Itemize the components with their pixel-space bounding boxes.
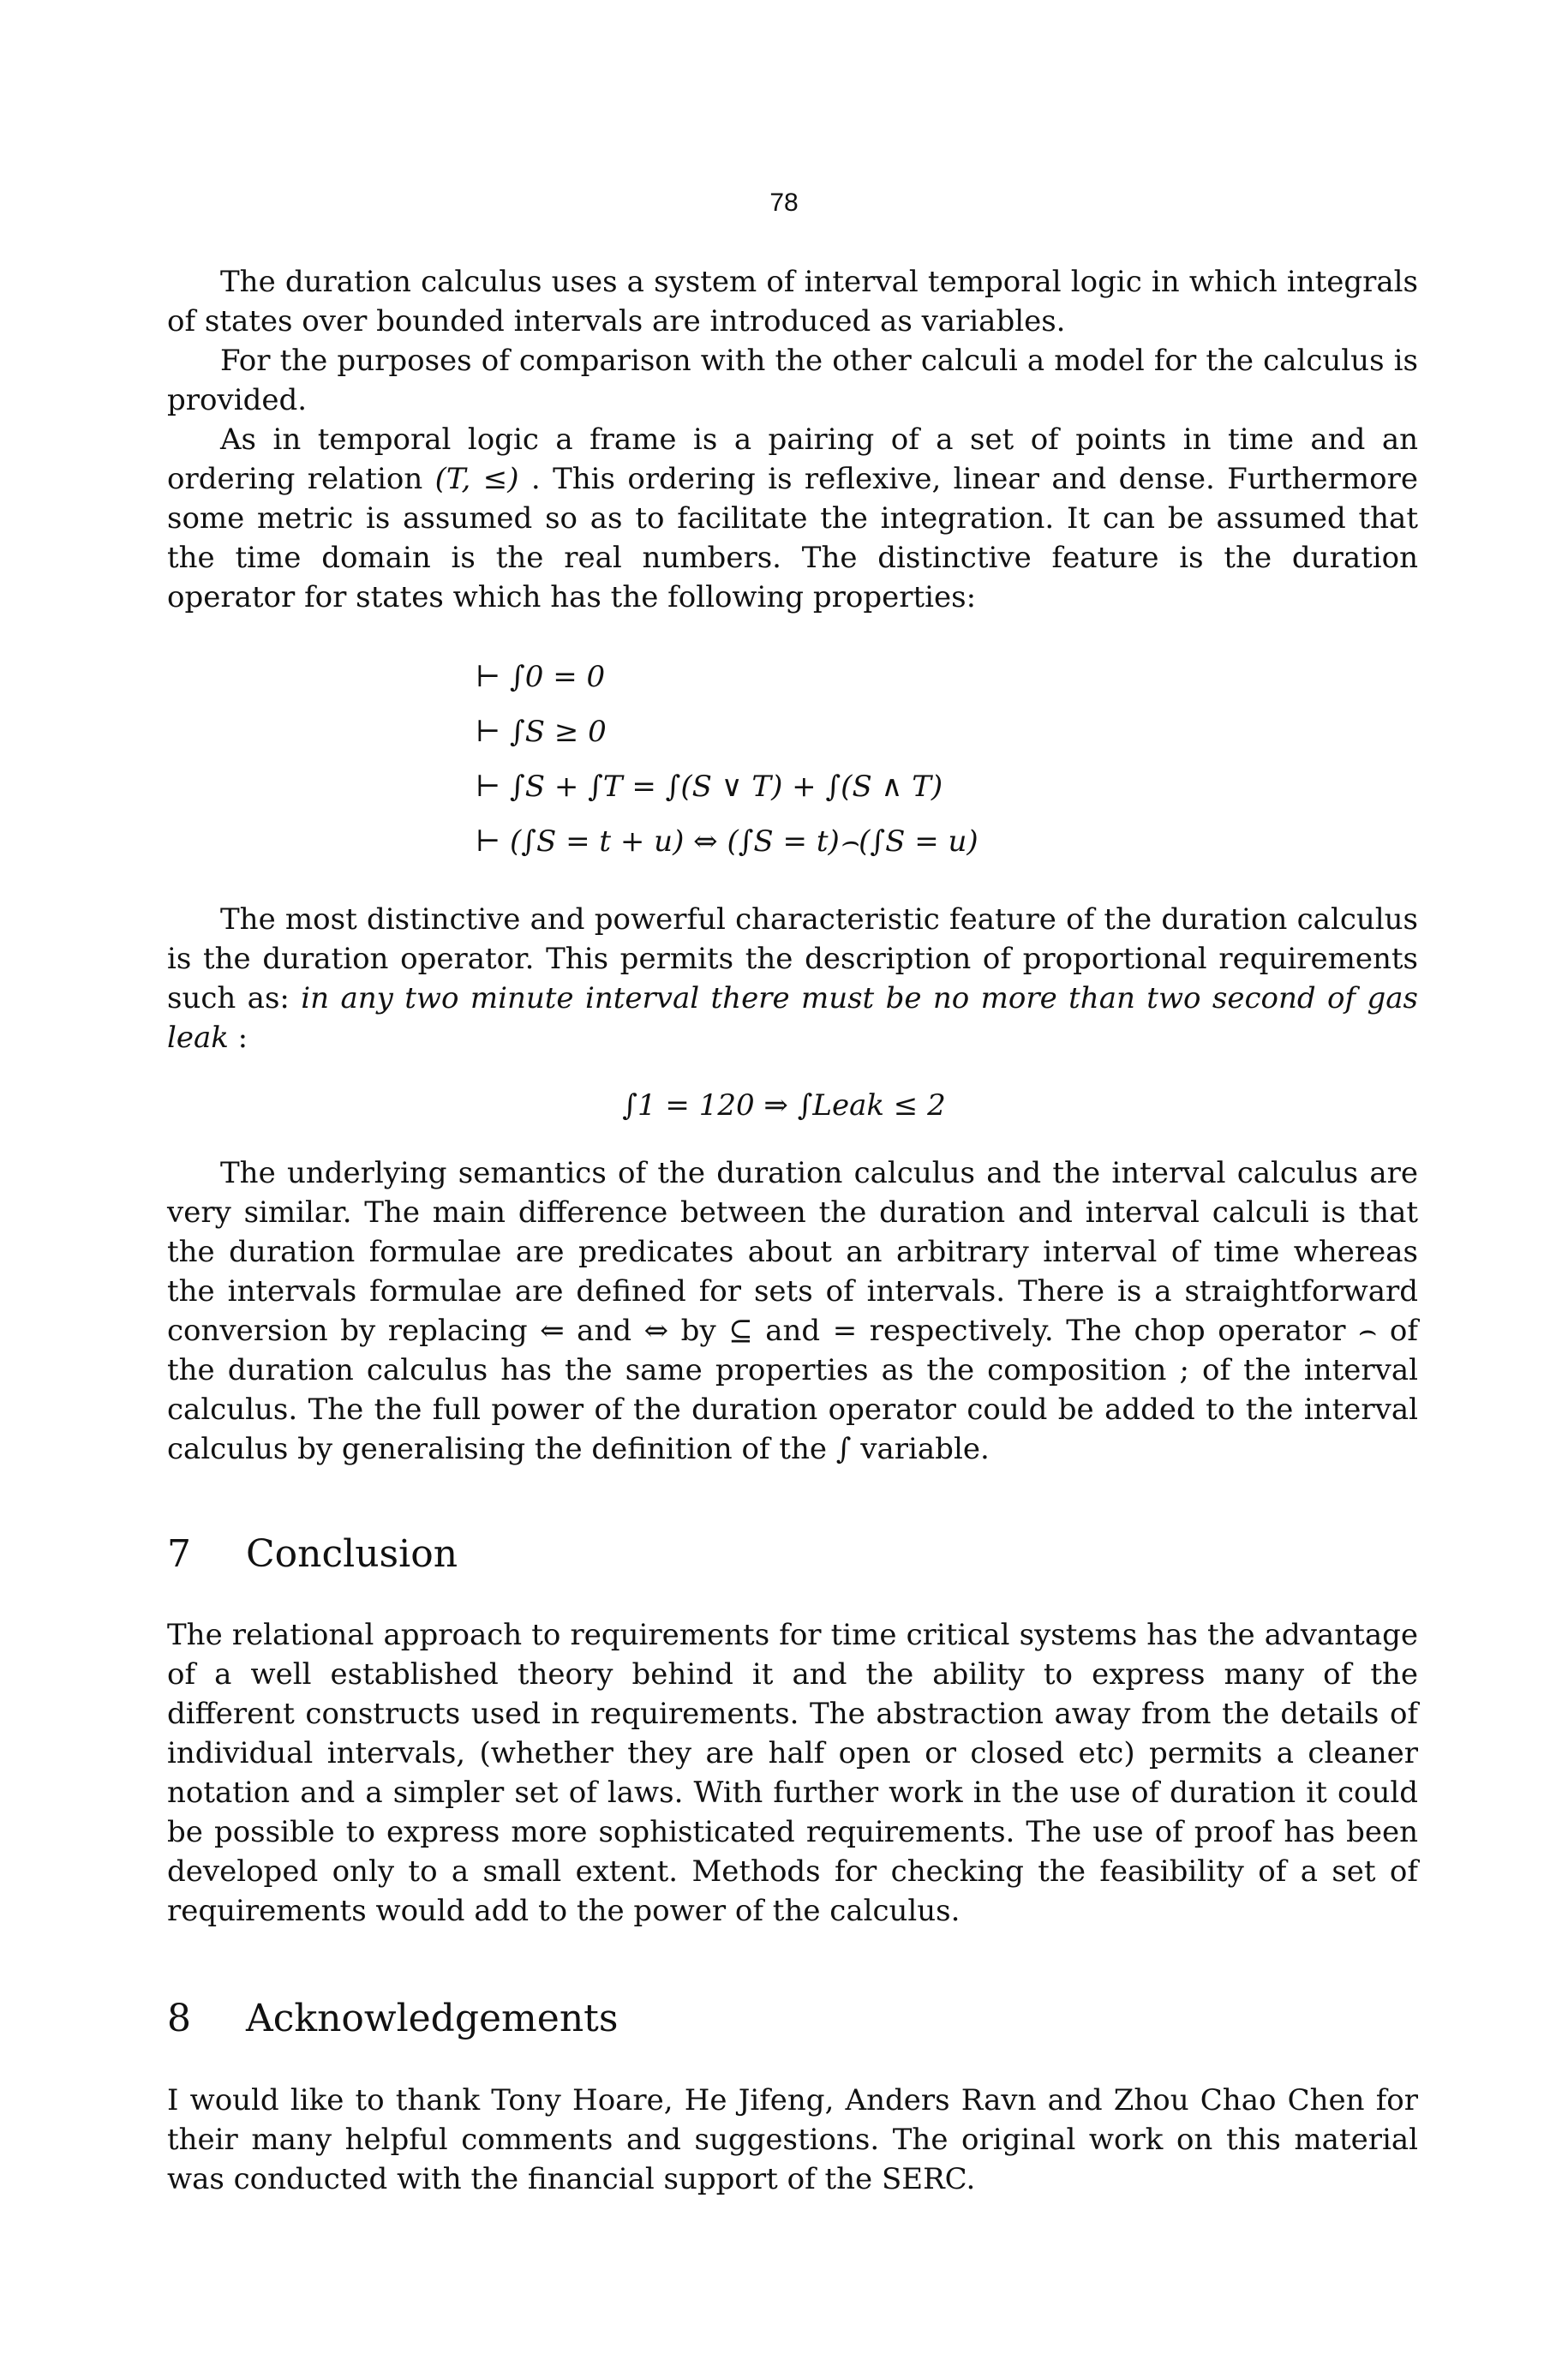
paragraph-semantics: The underlying semantics of the duration calculus and the interval calculus are very similar. The main difference between the duration and interval calculi is that the duration formulae are predicates about an arbitrary interval of time whereas the intervals formulae are defined for sets of intervals. There is a straightforward conversion by replacing ⇐ and ⇔ by ⊆ and = respectively. The chop operator ⌢ of the duration calculus has the same properties as the composition ; of the interval calculus. The the full power of the duration operator could be added to the interval calculus by generalising the definition of the ∫ variable. bbox=[167, 1156, 1418, 1466]
paragraph-frame: As in temporal logic a frame is a pairing of a set of points in time and an ordering relation (T, ≤) . This ordering is reflexive, linear and dense. Furthermore some metric is assumed so as to facilitate the integration. It can be assumed that the time domain is the real numbers. The distinctive feature is the duration operator for states which has the following properties: bbox=[167, 422, 1418, 614]
ordering-relation: (T, ≤) bbox=[434, 462, 519, 496]
semantics-block bbox=[167, 1153, 1418, 1469]
equation-row: ⊢ ∫S ≥ 0 bbox=[476, 715, 607, 749]
paragraph-operator: The most distinctive and powerful characteristic feature of the duration calculus is the duration operator. This permits the description of proportional requirements such as: in any two minute interval there must be no more than two second of gas leak : bbox=[167, 902, 1418, 1055]
equation-row: ⊢ ∫0 = 0 bbox=[476, 660, 606, 694]
paragraph-duration-intro: The duration calculus uses a system of interval temporal logic in which integrals of states over bounded intervals are introduced as variables. bbox=[167, 265, 1418, 338]
section-heading-conclusion: 7 Conclusion bbox=[167, 1532, 458, 1576]
acknowledgements-block bbox=[167, 2081, 1418, 2199]
operator-block bbox=[167, 900, 1418, 1057]
requirement-example: in any two minute interval there must be no more than two second of gas leak bbox=[167, 981, 1418, 1055]
paragraph-acknowledgements: I would like to thank Tony Hoare, He Jifeng, Anders Ravn and Zhou Chao Chen for their many helpful comments and suggestions. The original work on this material was conducted with the financial support of the SERC. bbox=[167, 2083, 1418, 2196]
paragraph-conclusion: The relational approach to requirements for time critical systems has the advantage of a well established theory behind it and the ability to express many of the different constructs used in requirements. The abstraction away from the details of individual intervals, (whether they are half open or closed etc) permits a cleaner notation and a simpler set of laws. With further work in the use of duration it could be possible to express more sophisticated requirements. The use of proof has been developed only to a small extent. Methods for checking the feasibility of a set of requirements would add to the power of the calculus. bbox=[167, 1618, 1418, 1928]
intro-block bbox=[167, 262, 1418, 617]
page-number: 78 bbox=[769, 189, 799, 217]
paragraph-model: For the purposes of comparison with the other calculi a model for the calculus is provided. bbox=[167, 344, 1418, 417]
conclusion-block bbox=[167, 1615, 1418, 1931]
section-heading-acknowledgements: 8 Acknowledgements bbox=[167, 1997, 619, 2040]
equation-row: ⊢ (∫S = t + u) ⇔ (∫S = t)⌢(∫S = u) bbox=[476, 824, 979, 859]
equation-row: ⊢ ∫S + ∫T = ∫(S ∨ T) + ∫(S ∧ T) bbox=[476, 770, 943, 804]
equation-leak: ∫1 = 120 ⇒ ∫Leak ≤ 2 bbox=[622, 1088, 946, 1123]
duration-properties bbox=[476, 660, 979, 879]
